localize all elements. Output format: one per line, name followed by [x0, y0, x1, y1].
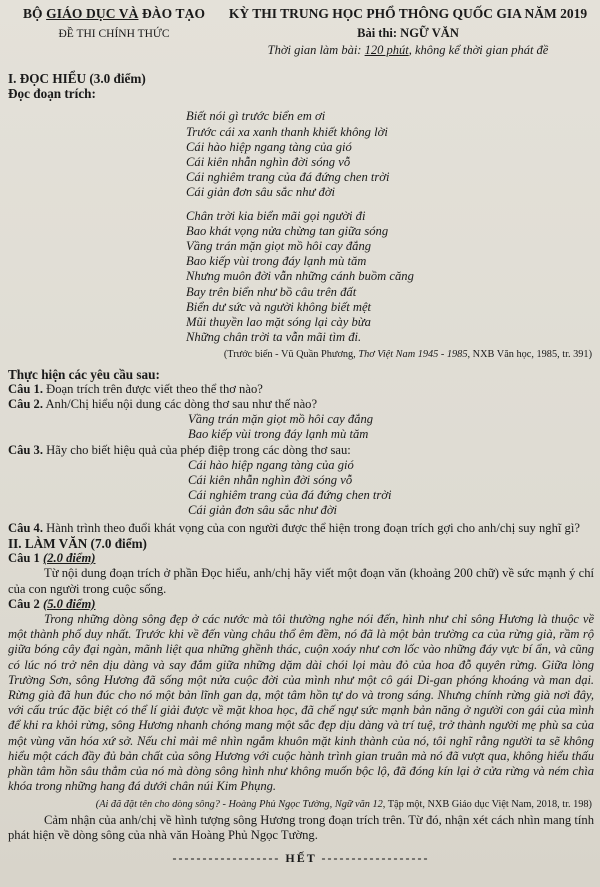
quote-line: Vầng trán mặn giọt mồ hôi cay đắng — [188, 412, 374, 427]
exam-title: KỲ THI TRUNG HỌC PHỔ THÔNG QUỐC GIA NĂM 2019 — [228, 6, 588, 21]
question-3: Câu 3. Hãy cho biết hiệu quả của phép điệp trong các dòng thơ sau: — [8, 442, 351, 457]
question-3-quote — [188, 458, 594, 519]
question-2-quote — [188, 412, 594, 442]
essay-2-label: Câu 2 (5.0 điểm) — [8, 596, 96, 611]
poem-line: Biển dư sức và người không biết mệt — [186, 299, 372, 314]
poem-excerpt — [186, 109, 594, 345]
poem-line: Cái hào hiệp ngang tàng của gió — [186, 139, 352, 154]
quote-line: Cái giản đơn sâu sắc như đời — [188, 503, 338, 518]
ministry-name: BỘ GIÁO DỤC VÀ ĐÀO TẠO — [22, 6, 206, 21]
subject-line: Bài thi: NGỮ VĂN — [357, 26, 459, 40]
question-4: Câu 4. Hành trình theo đuổi khát vọng của con người được thể hiện trong đoạn trích gợi cho anh/chị suy nghĩ gì? — [8, 520, 580, 535]
poem-line: Bao kiếp vùi trong đáy lạnh mù tăm — [186, 254, 367, 269]
tasks-label: Thực hiện các yêu cầu sau: — [8, 366, 160, 382]
poem-line: Mũi thuyền lao mặt sóng lại cày bừa — [186, 315, 371, 330]
essay-1-label: Câu 1 (2.0 điểm) — [8, 551, 96, 566]
poem-line: Bay trên biển như bồ câu trên đất — [186, 284, 357, 299]
poem-line: Nhưng muôn đời vẫn những cánh buồm căng — [186, 269, 414, 284]
header-left — [14, 6, 214, 40]
official-exam-label: ĐỀ THI CHÍNH THỨC — [58, 28, 170, 40]
poem-stanza-1 — [186, 109, 594, 200]
read-label: Đọc đoạn trích: — [8, 86, 96, 102]
poem-line: Những chân trời ta vẫn mãi tìm đi. — [186, 330, 362, 345]
poem-line: Biết nói gì trước biển em ơi — [186, 109, 326, 124]
poem-line: Cái giản đơn sâu sắc như đời — [186, 185, 336, 200]
part2-title: II. LÀM VĂN (7.0 điểm) — [8, 535, 147, 551]
essay-1-prompt: Từ nội dung đoạn trích ở phần Đọc hiểu, anh/chị hãy viết một đoạn văn (khoảng 200 chữ) về sức mạnh ý chí của con người trong cuộc sống. — [8, 566, 594, 596]
question-1: Câu 1. Đoạn trích trên được viết theo thể thơ nào? — [8, 381, 263, 396]
essay-2-excerpt: Trong những dòng sông đẹp ở các nước mà tôi thường nghe nói đến, hình như chỉ sông Hương là thuộc về một thành phố duy nhất. Trước khi về đến vùng châu thổ êm đềm, nó đã là một bản trường ca của rừng già, rầm rộ giữa bóng cây đại ngàn, mãnh liệt qua những ghềnh thác, cuộn xoáy như cơn lốc vào những đáy vực bí ẩn, và cũng có lúc nó trở nên dịu dàng và say đắm giữa những dặm dài chói lọi màu đỏ của hoa đỗ quyên rừng. Giữa lòng Trường Sơn, sông Hương đã sống một nửa cuộc đời của mình như một cô gái Di-gan phóng khoáng và man dại. Rừng già đã hun đúc cho nó một bản lĩnh gan dạ, một tâm hồn tự do và trong sáng. Nhưng chính rừng già nơi đây, với cấu trúc đặc biệt có thể lí giải được về mặt khoa học, đã chế ngự sức mạnh bản năng ở người con gái của mình để khi ra khỏi rừng, sông Hương nhanh chóng mang một sắc đẹp dịu dàng và trí tuệ, trở thành người mẹ phù sa của một vùng văn hóa xứ sở. Nếu chỉ mải mê nhìn ngắm khuôn mặt kinh thành của nó, tôi nghĩ rằng người ta sẽ không hiểu một cách đầy đủ bản chất của sông Hương với cuộc hành trình gian truân mà nó đã vượt qua, không hiểu thấu phần tâm hồn sâu thẳm của nó mà dòng sông hình như không muốn bộc lộ, đã đóng kín lại ở cửa rừng và ném chìa khóa trong những hang đá dưới chân núi Kim Phụng. — [8, 611, 594, 794]
essay-2-task: Cảm nhận của anh/chị về hình tượng sông Hương trong đoạn trích trên. Từ đó, nhận xét cách nhìn mang tính phát hiện về dòng sông của nhà văn Hoàng Phủ Ngọc Tường. — [8, 812, 594, 842]
header-right — [222, 6, 594, 58]
end-mark: ------------------ HẾT ------------------ — [172, 850, 430, 865]
quote-line: Bao kiếp vùi trong đáy lạnh mù tăm — [188, 427, 369, 442]
essay-2-citation: (Ai đã đặt tên cho dòng sông? - Hoàng Phủ Ngọc Tường, Ngữ văn 12, Tập một, NXB Giáo dục Việt Nam, 2018, tr. 198) — [95, 799, 592, 811]
poem-line: Cái kiên nhẫn nghìn đời sóng vỗ — [186, 155, 351, 170]
poem-line: Trước cái xa xanh thanh khiết không lời — [186, 124, 388, 139]
poem-line: Cái nghiêm trang của đá đứng chen trời — [186, 170, 390, 185]
exam-content — [8, 71, 594, 866]
time-line: Thời gian làm bài: 120 phút, không kể thời gian phát đề — [267, 43, 549, 57]
question-2: Câu 2. Anh/Chị hiểu nội dung các dòng thơ sau như thế nào? — [8, 397, 318, 412]
poem-citation: (Trước biển - Vũ Quần Phương, Thơ Việt Nam 1945 - 1985, NXB Văn học, 1985, tr. 391) — [223, 349, 592, 361]
poem-stanza-2 — [186, 209, 594, 346]
quote-line: Cái nghiêm trang của đá đứng chen trời — [188, 488, 392, 503]
poem-line: Bao khát vọng nửa chừng tan giữa sóng — [186, 223, 389, 238]
quote-line: Cái hào hiệp ngang tàng của gió — [188, 457, 354, 472]
poem-line: Chân trời kia biển mãi gọi người đi — [186, 208, 366, 223]
quote-line: Cái kiên nhẫn nghìn đời sóng vỗ — [188, 473, 353, 488]
part1-title: I. ĐỌC HIỂU (3.0 điểm) — [8, 71, 146, 86]
poem-line: Vầng trán mặn giọt mồ hôi cay đắng — [186, 239, 372, 254]
